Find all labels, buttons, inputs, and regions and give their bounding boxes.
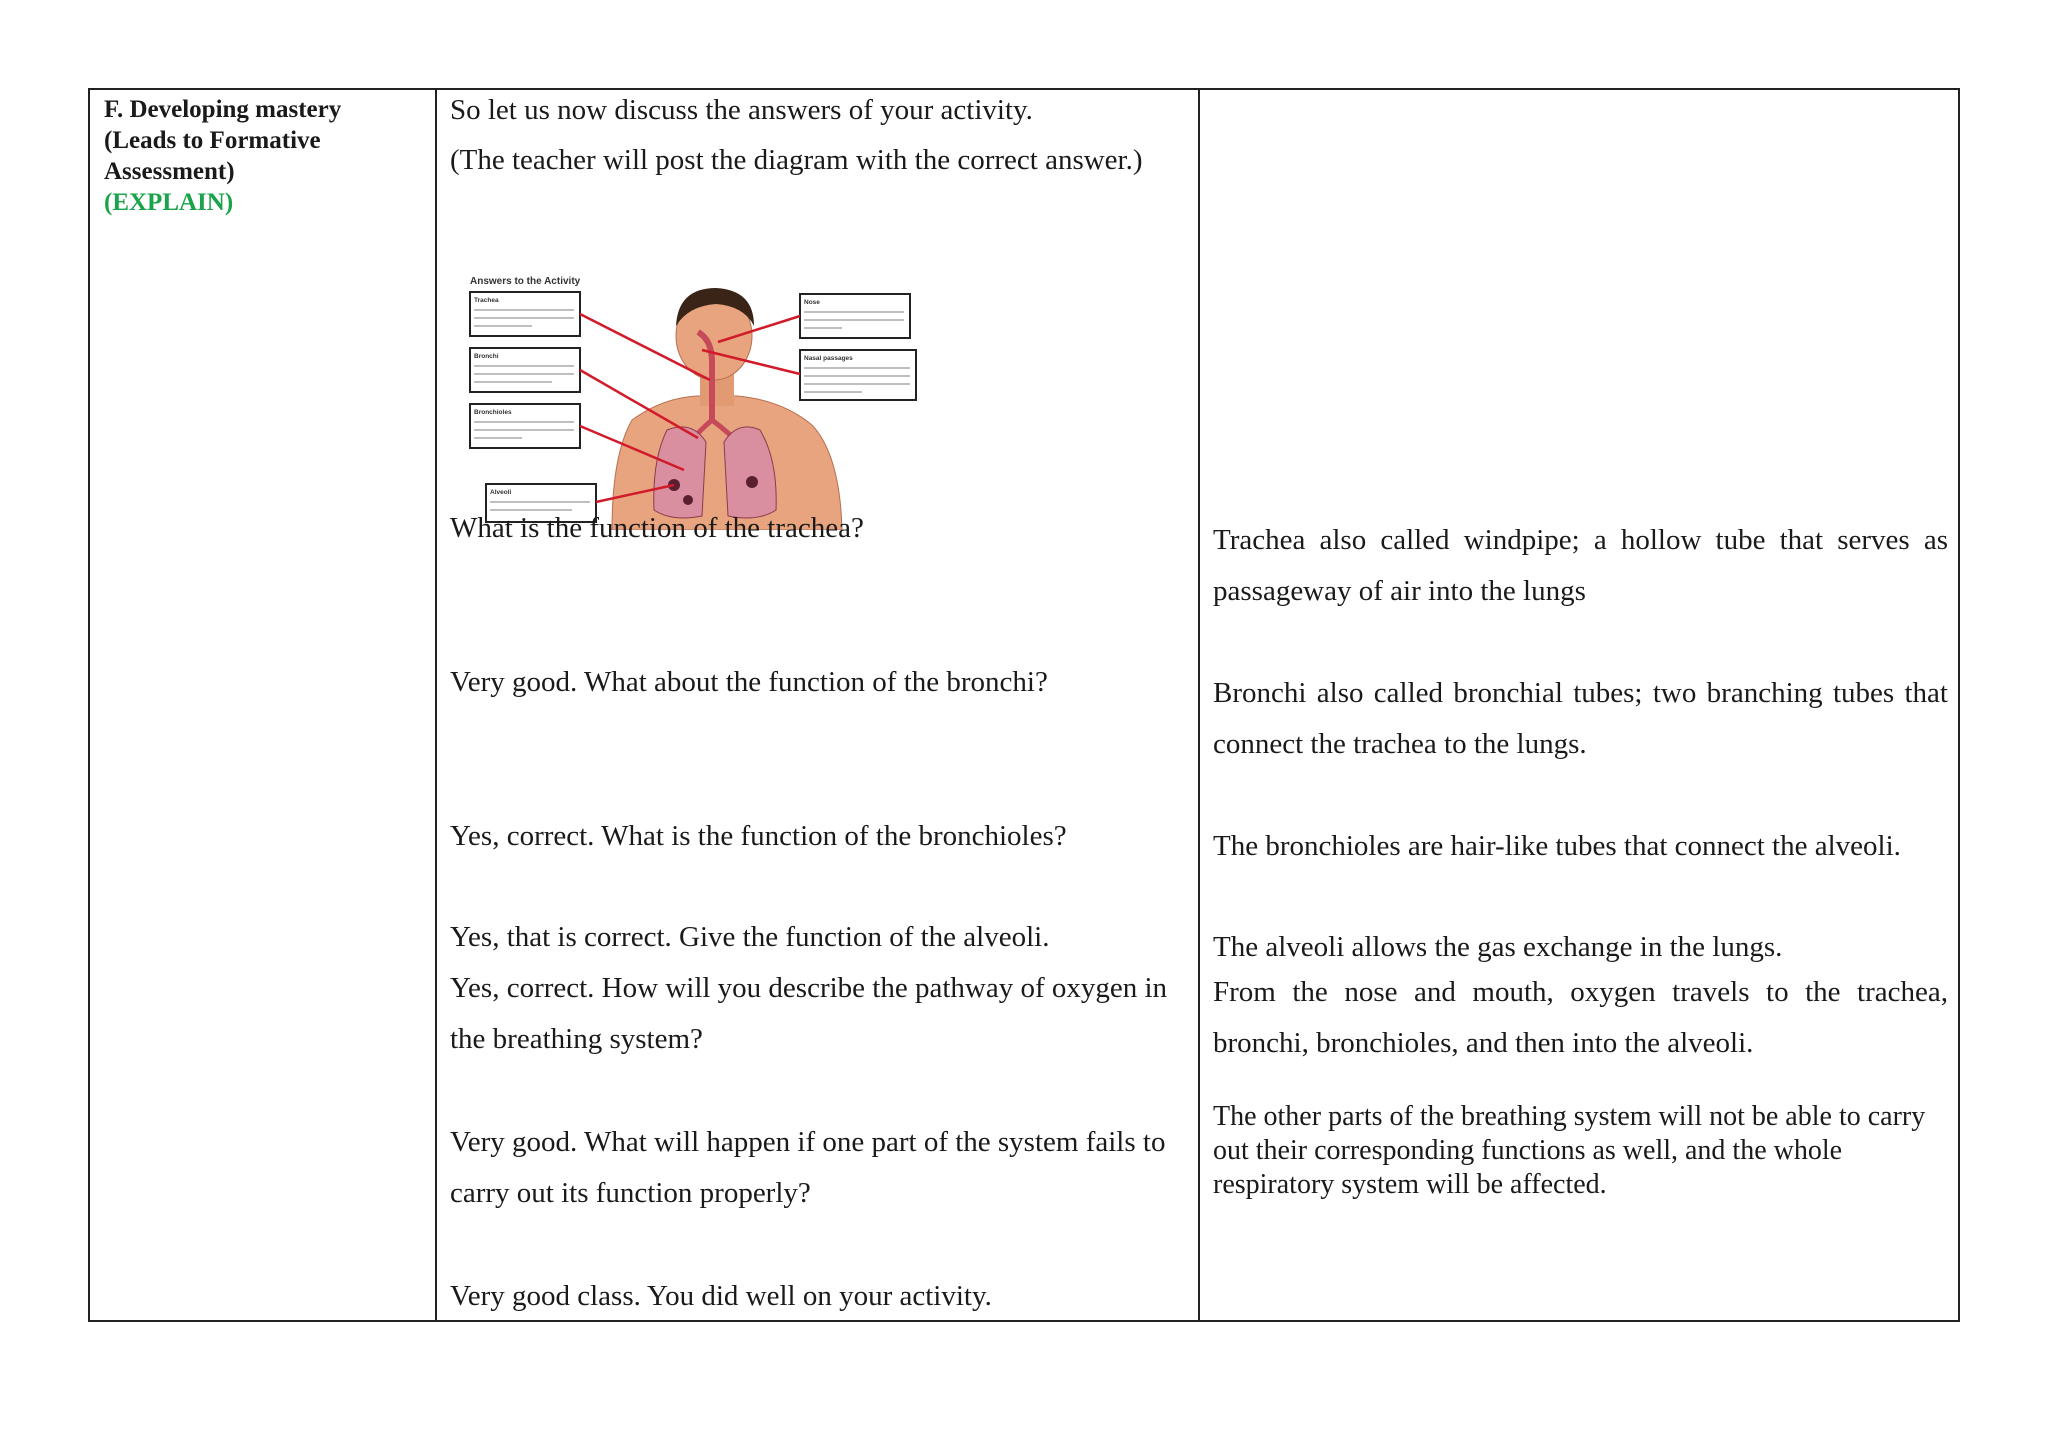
student-a-bronchioles: The bronchioles are hair-like tubes that connect the alveoli. <box>1213 830 1901 862</box>
student-a-pathway: From the nose and mouth, oxygen travels to the trachea, bronchi, bronchioles, and then into the alveoli. <box>1213 976 1948 1059</box>
teacher-q-pathway-line2: the breathing system? <box>450 1023 703 1055</box>
diagram-title: Answers to the Activity <box>470 276 581 287</box>
teacher-closing: Very good class. You did well on your activity. <box>450 1280 992 1312</box>
label-bronchioles: Bronchioles <box>474 409 512 416</box>
respiratory-diagram <box>462 270 922 530</box>
teacher-intro: So let us now discuss the answers of your activity. <box>450 94 1033 126</box>
row-header-tag: (EXPLAIN) <box>104 189 234 216</box>
teacher-q-fail-line2: carry out its function properly? <box>450 1177 811 1209</box>
student-a-fail: The other parts of the breathing system will not be able to carry out their corresponding functions as well, and the whole respiratory system will be affected. <box>1213 1101 1926 1200</box>
teacher-q-alveoli: Yes, that is correct. Give the function of the alveoli. <box>450 921 1050 953</box>
alveoli-cluster <box>683 495 693 505</box>
teacher-q-bronchioles: Yes, correct. What is the function of the bronchioles? <box>450 820 1067 852</box>
teacher-q-trachea: What is the function of the trachea? <box>450 512 864 544</box>
teacher-q-bronchi: Very good. What about the function of the bronchi? <box>450 666 1048 698</box>
row-header-line2: (Leads to Formative <box>104 127 321 154</box>
teacher-q-fail-line1: Very good. What will happen if one part of the system fails to <box>450 1126 1166 1158</box>
label-alveoli: Alveoli <box>490 489 512 496</box>
alveoli-cluster <box>746 476 758 488</box>
student-a-bronchi: Bronchi also called bronchial tubes; two branching tubes that connect the trachea to the lungs. <box>1213 677 1948 760</box>
label-nasal: Nasal passages <box>804 355 853 362</box>
column-divider-2 <box>1198 90 1200 1320</box>
teacher-instruction: (The teacher will post the diagram with the correct answer.) <box>450 144 1143 176</box>
row-header-line3: Assessment) <box>104 158 235 185</box>
teacher-q-pathway-line1: Yes, correct. How will you describe the pathway of oxygen in <box>450 972 1168 1004</box>
student-a-trachea: Trachea also called windpipe; a hollow tube that serves as passageway of air into the lungs <box>1213 524 1948 607</box>
label-bronchi: Bronchi <box>474 353 499 360</box>
respiratory-diagram-svg <box>462 270 922 530</box>
row-header-line1: F. Developing mastery <box>104 96 342 123</box>
label-trachea: Trachea <box>474 297 499 304</box>
student-a-alveoli: The alveoli allows the gas exchange in the lungs. <box>1213 931 1783 963</box>
row-header <box>104 94 424 218</box>
lesson-table <box>88 88 1960 1322</box>
column-divider-1 <box>435 90 437 1320</box>
label-nose: Nose <box>804 299 820 306</box>
